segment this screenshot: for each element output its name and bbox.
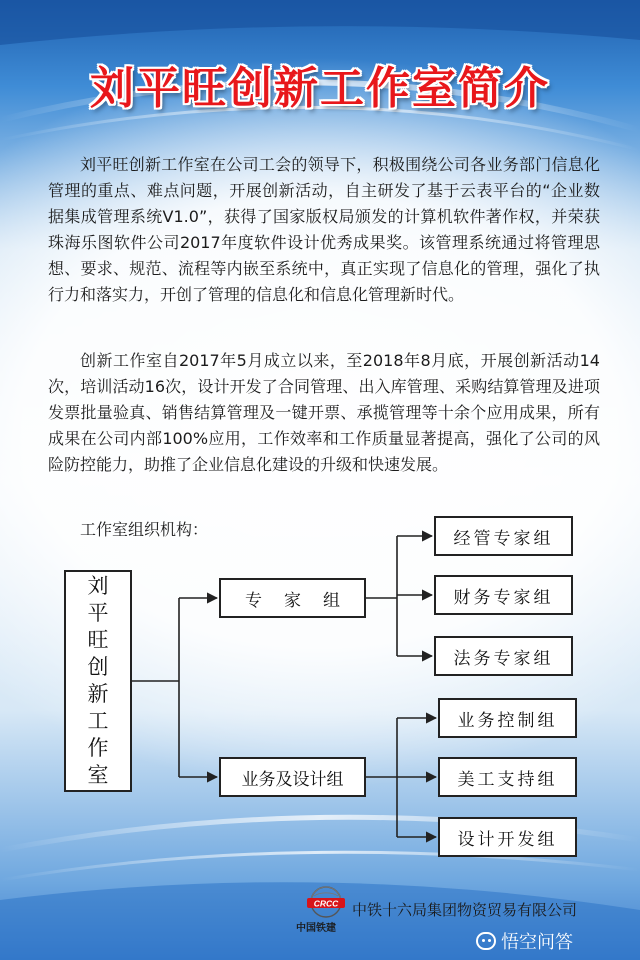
wukong-watermark [476, 928, 573, 954]
crcc-logo-caption: 中国铁建 [296, 923, 336, 934]
org-root-char: 工 [87, 709, 109, 733]
poster-title: 刘平旺创新工作室简介 [90, 63, 550, 114]
org-root-char: 刘 [87, 574, 109, 598]
logo-mark-text: CRCC [313, 898, 339, 909]
org-leaf-management-experts: 经管专家组 [434, 516, 573, 556]
org-group-business-design: 业务及设计组 [219, 757, 366, 797]
org-root-char: 作 [87, 736, 109, 760]
org-root-char: 室 [87, 763, 109, 787]
org-leaf-design-development: 设计开发组 [438, 817, 577, 857]
crcc-logo-icon [303, 886, 349, 922]
org-leaf-finance-experts: 财务专家组 [434, 575, 573, 615]
org-leaf-business-control: 业务控制组 [438, 698, 577, 738]
intro-paragraph-1: 刘平旺创新工作室在公司工会的领导下，积极围绕公司各业务部门信息化管理的重点、难点问题，开展创新活动，自主研发了基于云表平台的“企业数据集成管理系统V1.0”，获得了国家版权局颁发的计算机软件著作权，并荣获珠海乐图软件公司2017年度软件设计优秀成果奖。该管理系统通过将管理思想、要求、规范、流程等内嵌至系统中，真正实现了信息化的管理，强化了执行力和落实力，开创了管理的信息化和信息化管理新时代。 [48, 155, 600, 304]
footer-company-name: 中铁十六局集团物资贸易有限公司 [352, 901, 578, 919]
org-leaf-art-support: 美工支持组 [438, 757, 577, 797]
org-leaf-legal-experts: 法务专家组 [434, 636, 573, 676]
org-root-char: 新 [87, 682, 109, 706]
org-group-expert: 专家组 [219, 578, 366, 618]
wukong-icon [476, 932, 496, 950]
org-root-char: 旺 [87, 628, 109, 652]
org-root-box [64, 570, 132, 792]
org-root-char: 平 [87, 601, 109, 625]
watermark-text: 悟空问答 [501, 932, 573, 953]
org-root-char: 创 [87, 655, 109, 679]
intro-paragraph-2: 创新工作室自2017年5月成立以来，至2018年8月底，开展创新活动14次，培训活动16次，设计开发了合同管理、出入库管理、采购结算管理及进项发票批量验真、销售结算管理及一键开票、承揽管理等十余个应用成果，所有成果在公司内部100%应用，工作效率和工作质量显著提高，强化了公司的风险防控能力，助推了企业信息化建设的升级和快速发展。 [48, 351, 600, 474]
org-chart-label: 工作室组织机构： [80, 520, 209, 539]
